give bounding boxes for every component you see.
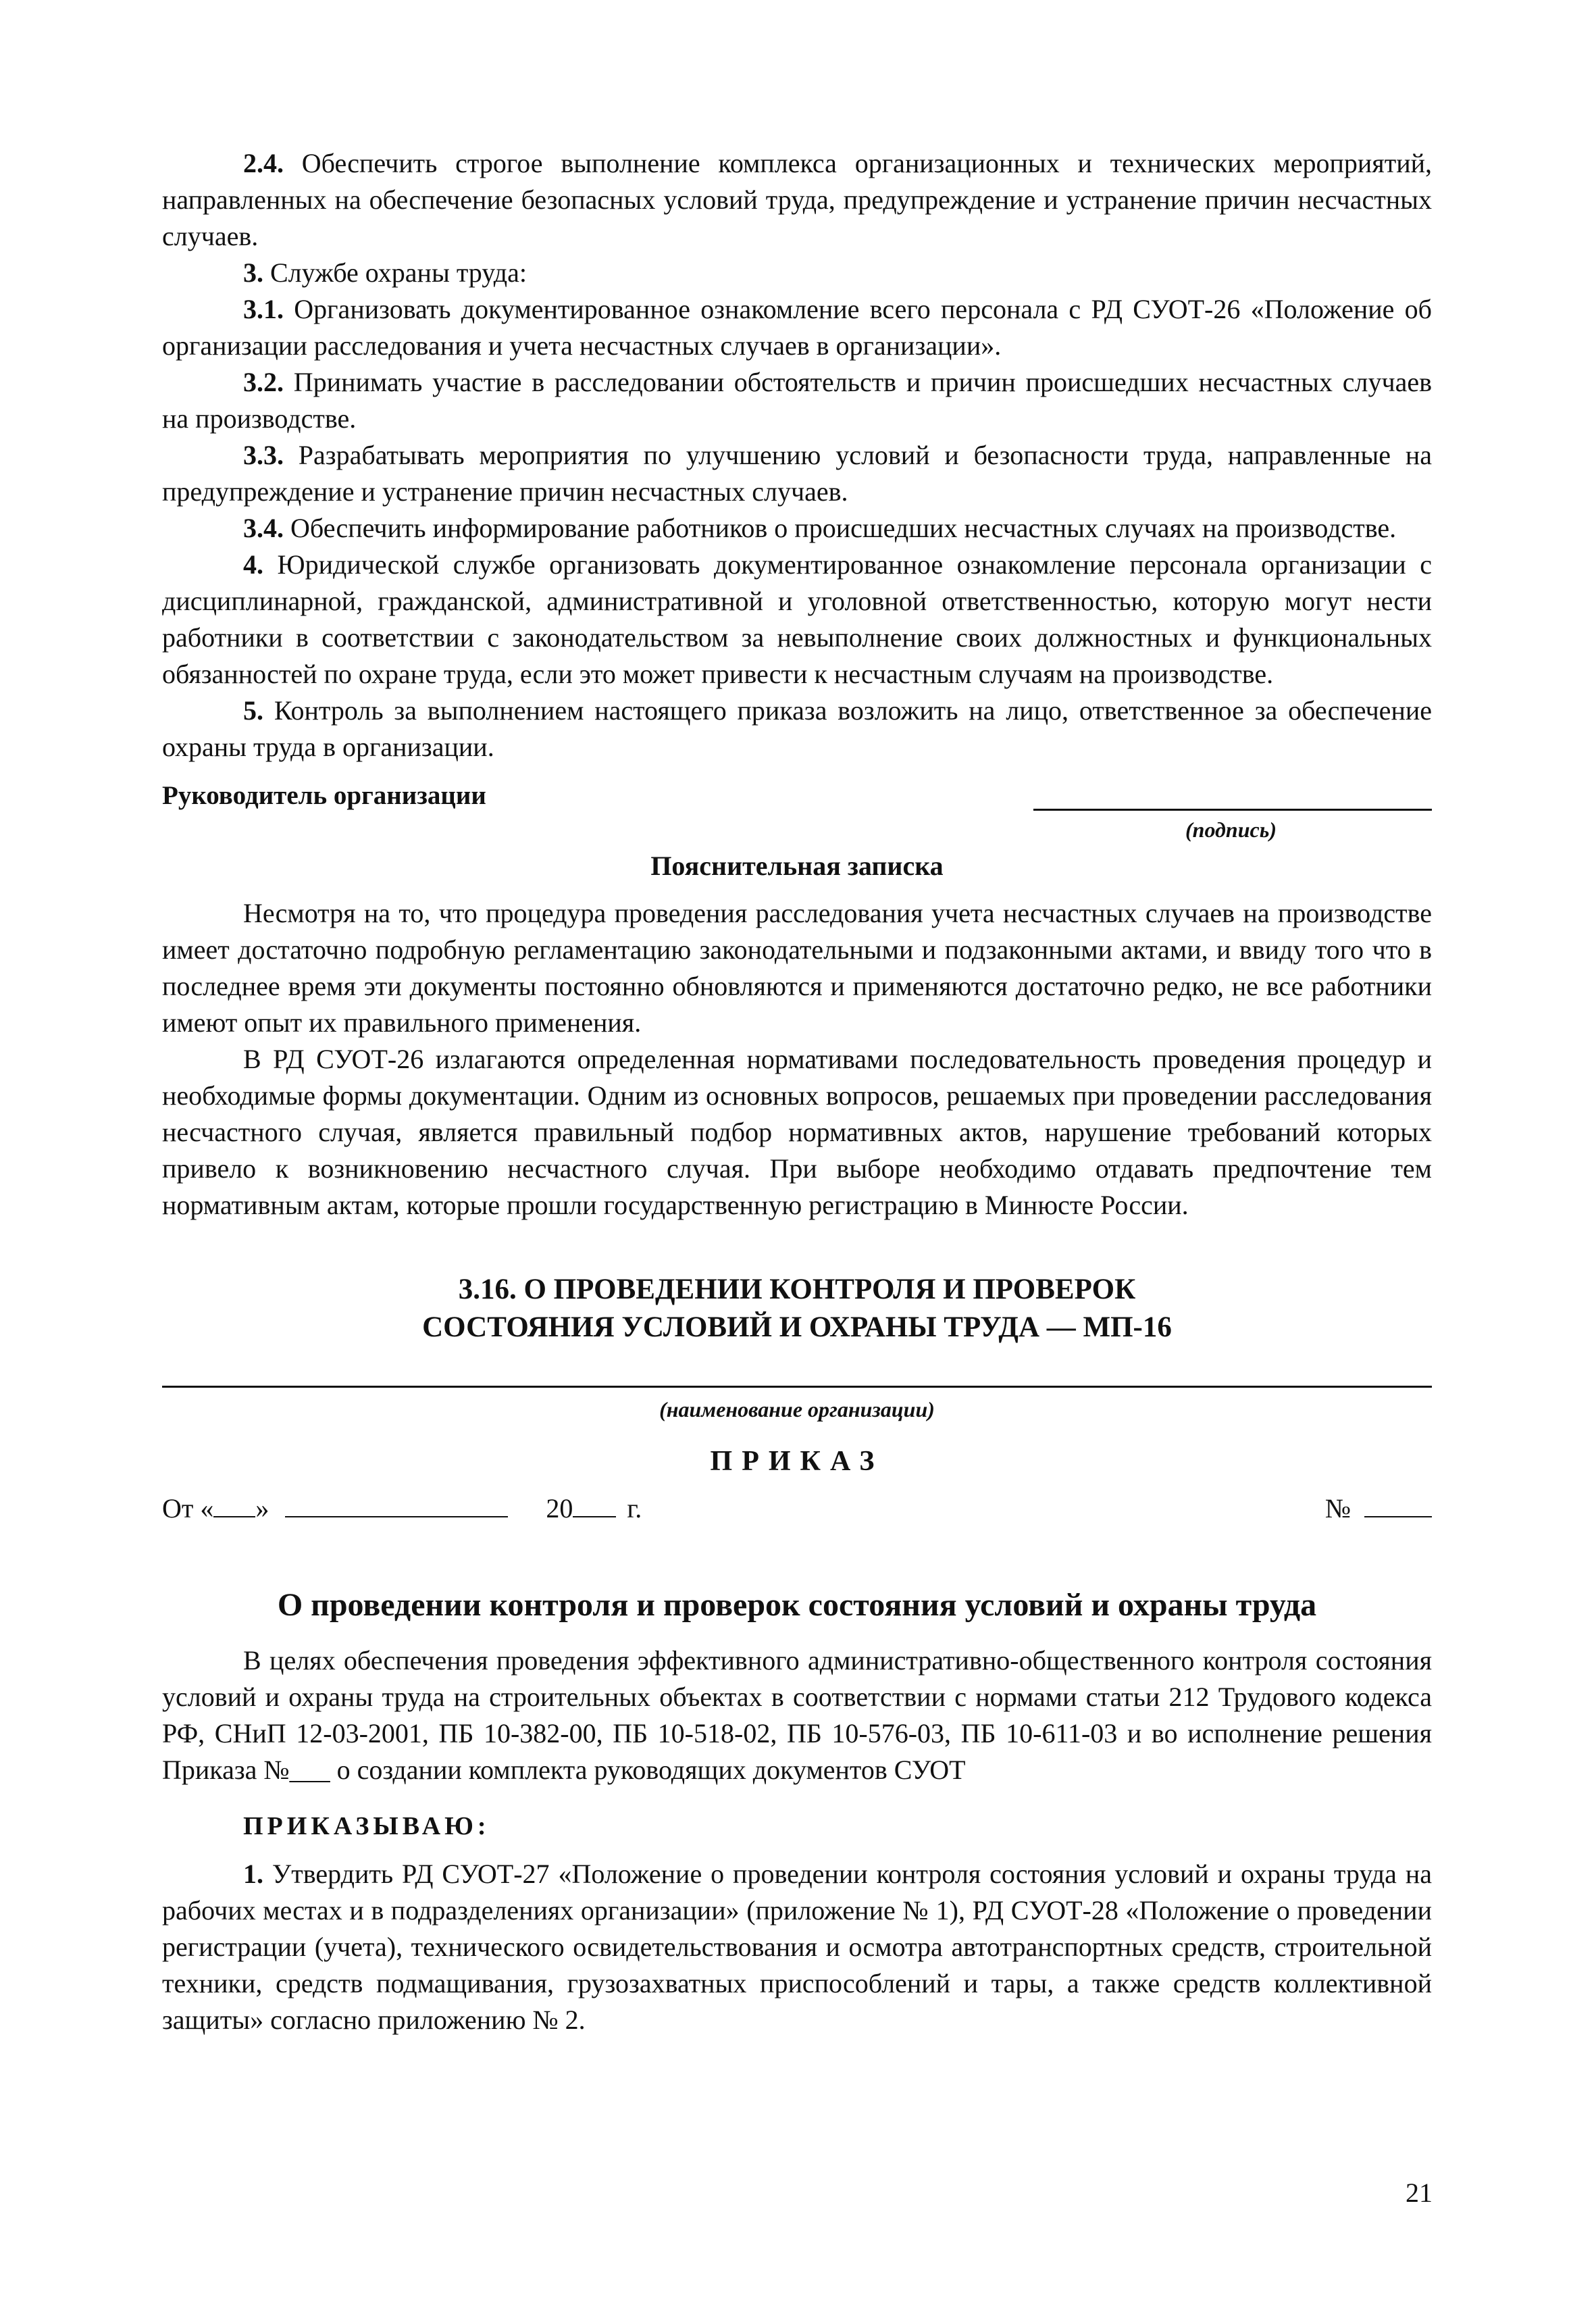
signature-label: Руководитель организации [162,781,486,810]
number-blank [1364,1496,1432,1517]
signature-row [162,780,1432,811]
item-text: Организовать документированное ознакомление всего персонала с РД СУОТ-26 «Положение об организации расследования и учета несчастных случаев в организации». [162,294,1432,361]
note-paragraph: Несмотря на то, что процедура проведения расследования учета несчастных случаев на производстве имеет достаточно подробную регламентацию законодательными и подзаконными актами, и ввиду того что в последнее время эти документы постоянно обновляются и применяются достаточно редко, не все работники имеют опыт их правильного применения. [162,898,1432,1038]
item-text: Контроль за выполнением настоящего приказа возложить на лицо, ответственное за обеспечение охраны труда в организации. [162,695,1433,762]
day-blank [213,1496,255,1517]
order-directive: ПРИКАЗЫВАЮ: [243,1812,490,1840]
item-number: 3.2. [243,367,284,397]
note-paragraph: В РД СУОТ-26 излагаются определенная нормативами последовательность проведения процедур и необходимые формы документации. Одним из основных вопросов, решаемых при проведении расследования несчастного случая, является правильный подбор нормативных актов, нарушение требований которых привело к возникновению несчастного случая. При выборе необходимо отдавать предпочтение тем нормативным актам, которые прошли государственную регистрацию в Минюсте России. [162,1044,1432,1220]
page-number: 21 [1406,2178,1433,2208]
item-number: 3.4. [243,513,284,543]
date-number-row [162,1492,1432,1524]
item-text: Службе охраны труда: [270,257,527,288]
number-sign: № [1324,1493,1351,1524]
date-field [162,1492,642,1524]
order-heading: ПРИКАЗ [710,1446,884,1477]
page-content [162,145,1432,2038]
signature-caption: (подпись) [1185,818,1277,842]
order-item-1 [162,1856,1432,2038]
list-item-3-1 [162,291,1432,364]
item-text: Обеспечить информирование работников о происшедших несчастных случаях на производстве. [290,513,1397,543]
item-number: 4. [243,549,263,580]
year-prefix: 20 [546,1493,573,1524]
section-title [162,1271,1432,1347]
section-title-line: 3.16. О ПРОВЕДЕНИИ КОНТРОЛЯ И ПРОВЕРОК [458,1274,1136,1305]
list-item-3-3 [162,437,1432,510]
list-item-3-4 [162,510,1432,547]
preamble-paragraph: В целях обеспечения проведения эффективного административно-общественного контроля состояния условий и охраны труда на строительных объектах в соответствии с нормами статьи 212 Трудового кодекса РФ, СНиП 12-03-2001, ПБ 10-382-00, ПБ 10-518-02, ПБ 10-576-03, ПБ 10-611-03 и во исполнение решения Приказа №___ о создании комплекта руководящих документов СУОТ [162,1645,1432,1785]
order-title: О проведении контроля и проверок состояния условий и охраны труда [277,1587,1317,1623]
item-text: Утвердить РД СУОТ-27 «Положение о проведении контроля состояния условий и охраны труда на рабочих местах и в подразделениях организации» (приложение № 1), РД СУОТ-28 «Положение о проведении регистрации (учета), технического освидетельствования и осмотра автотранспортных средств, строительной техники, средств подмащивания, грузозахватных приспособлений и тары, а также средств коллективной защиты» согласно приложению № 2. [162,1859,1432,2035]
item-number: 3.1. [243,294,284,324]
list-item-2-4 [162,145,1432,255]
date-quote: » [255,1493,269,1524]
month-blank [285,1496,508,1517]
item-text: Обеспечить строгое выполнение комплекса организационных и технических мероприятий, направленных на обеспечение безопасных условий труда, предупреждение и устранение причин несчастных случаев. [162,148,1433,251]
organization-name-line [162,1386,1432,1388]
year-suffix: г. [627,1493,642,1524]
item-number: 2.4. [243,148,284,178]
number-field [1325,1492,1432,1524]
list-item-5 [162,693,1432,765]
list-item-3-2 [162,364,1432,437]
organization-caption: (наименование организации) [659,1397,935,1422]
year-blank [573,1496,616,1517]
note-title: Пояснительная записка [650,851,944,881]
item-text: Юридической службе организовать документированное ознакомление персонала организации с дисциплинарной, гражданской, административной и уголовной ответственностью, которую могут нести работники в соответствии с законодательством за невыполнение своих должностных и функциональных обязанностей по охране труда, если это может привести к несчастным случаям на производстве. [162,549,1433,689]
item-number: 1. [243,1859,263,1889]
list-item-4 [162,547,1432,693]
section-title-line: СОСТОЯНИЯ УСЛОВИЙ И ОХРАНЫ ТРУДА — МП-16 [422,1311,1172,1343]
signature-line [1033,782,1432,811]
item-number: 3. [243,257,263,288]
list-item-3 [162,255,1432,291]
date-prefix: От « [162,1493,214,1524]
item-text: Разрабатывать мероприятия по улучшению условий и безопасности труда, направленные на предупреждение и устранение причин несчастных случаев. [162,440,1432,507]
item-text: Принимать участие в расследовании обстоятельств и причин происшедших несчастных случаев на производстве. [162,367,1433,434]
item-number: 3.3. [243,440,284,470]
item-number: 5. [243,695,263,726]
